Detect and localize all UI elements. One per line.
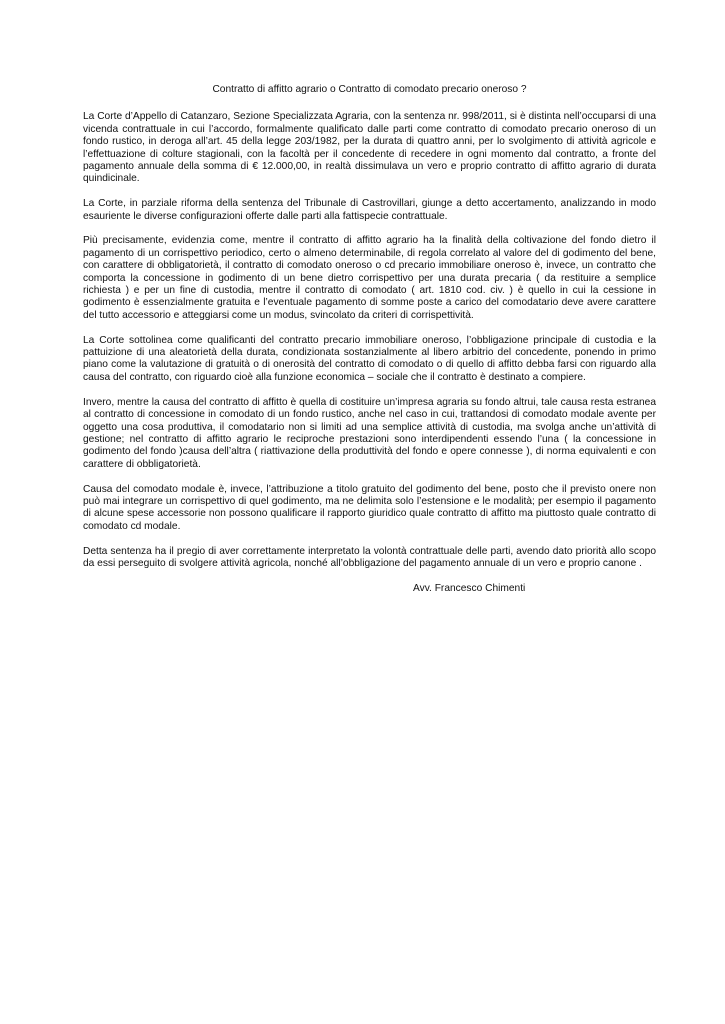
document-title: Contratto di affitto agrario o Contratto di comodato precario oneroso ? xyxy=(212,84,527,95)
paragraph-qualifying-elements: La Corte sottolinea come qualificanti del contratto precario immobiliare oneroso, l’obbligazione principale di custodia e la pattuizione di una aleatorietà della durata, condizionata sostanzialmente al libero arbitrio del concedente, ponendo in primo piano come la valutazione di gratuità o di onerosità del contratto di comodato o di quello di affitto debba farsi con riguardo alla causa del contratto, con riguardo cioè alla funzione economica – sociale che il contratto è destinato a compiere. xyxy=(83,334,656,383)
paragraph-modal-loan: Causa del comodato modale è, invece, l’attribuzione a titolo gratuito del godimento del bene, posto che il previsto onere non può mai integrare un corrispettivo di quel godimento, ma ne delimita solo l’estensione e le modalità; per esempio il pagamento di alcune spese accessorie non possono qualificare il rapporto giuridico quale contratto di affitto ma piuttosto quale contratto di comodato cd modale. xyxy=(83,483,656,532)
paragraph-intro: La Corte d’Appello di Catanzaro, Sezione Specializzata Agraria, con la sentenza nr. 998/2011, si è distinta nell’occuparsi di una vicenda contrattuale in cui l’accordo, formalmente qualificato dalle parti come contratto di comodato precario oneroso di un fondo rustico, in deroga all’art. 45 della legge 203/1982, per la durata di quattro anni, per lo svolgimento di attività agricole e l’effettuazione di colture stagionali, con la facoltà per il concedente di recedere in ogni momento dal contratto, a fronte del pagamento annuale della somma di € 12.000,00, in realtà dissimulava un vero e proprio contratto di affitto agrario di durata quindicinale. xyxy=(83,111,656,185)
paragraph-conclusion: Detta sentenza ha il pregio di aver correttamente interpretato la volontà contrattuale delle parti, avendo dato priorità allo scopo da essi perseguito di svolgere attività agricola, nonché all’obbligazione del pagamento annuale di un vero e proprio canone . xyxy=(83,545,656,569)
paragraph-cause-of-lease: Invero, mentre la causa del contratto di affitto è quella di costituire un’impresa agraria su fondo altrui, tale causa resta estranea al contratto di concessione in comodato di un fondo rustico, anche nel caso in cui, trattandosi di comodato modale avente per oggetto una cosa produttiva, il comodatario non si limiti ad una semplice attività di custodia, ma svolga anche un’attività di gestione; nel contratto di affitto agrario le reciproche prestazioni sono interdipendenti essendo l’una ( la concessione in godimento del fondo )causa dell’altra ( riattivazione della produttività del fondo e opere connesse ), di norma equivalenti e con carattere di obbligatorietà. xyxy=(83,396,656,470)
paragraph-reform: La Corte, in parziale riforma della sentenza del Tribunale di Castrovillari, giunge a detto accertamento, analizzando in modo esauriente le diverse configurazioni offerte dalle parti alla fattispecie contrattuale. xyxy=(83,198,656,222)
author-signature: Avv. Francesco Chimenti xyxy=(413,582,526,594)
document-body xyxy=(83,84,656,595)
paragraph-distinction: Più precisamente, evidenzia come, mentre il contratto di affitto agrario ha la finalità della coltivazione del fondo dietro il pagamento di un corrispettivo periodico, certo o almeno determinabile, di regola correlato al valore del di godimento del bene, con carattere di obbligatorietà, il contratto di comodato oneroso o cd precario immobiliare oneroso è, invece, un contratto che comporta la concessione in godimento di un bene dietro corrispettivo per una durata precaria ( da restituire a semplice richiesta ) e per un fine di custodia, mentre il contratto di comodato ( art. 1810 cod. civ. ) è quello in cui la cessione in godimento è essenzialmente gratuita e l’eventuale pagamento di somme poste a carico del comodatario deve avere carattere del tutto accessorio e atteggiarsi come un modus, svincolato da criteri di corrispettività. xyxy=(83,235,656,321)
